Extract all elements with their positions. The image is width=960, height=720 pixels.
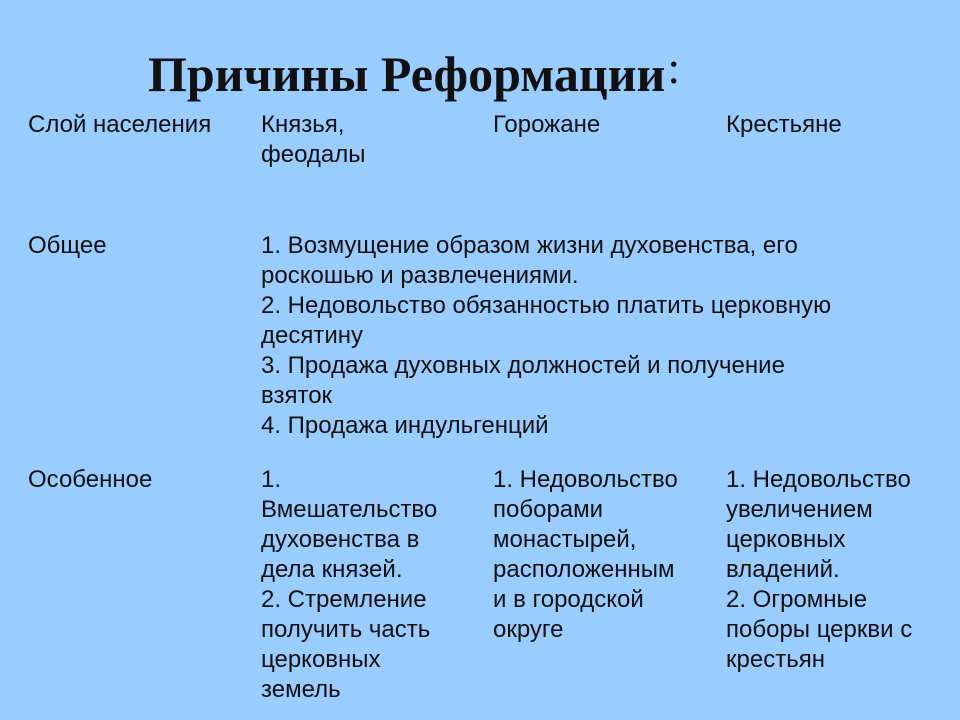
row-label-common: Общее	[28, 232, 107, 259]
special-princes-text: 1. Вмешательство духовенства в дела князей. 2. Стремление получить часть церковных земель	[261, 466, 438, 703]
page-title	[148, 44, 680, 106]
header-population-layer: Слой населения	[28, 111, 212, 138]
special-peasants-text: 1. Недовольство увеличением церковных владений. 2. Огромные поборы церкви с крестьян	[726, 466, 913, 673]
row-label-special: Особенное	[28, 466, 153, 493]
title-colon: :	[667, 42, 681, 93]
special-townspeople-text: 1. Недовольство поборами монастырей, расположенным и в городской округе	[493, 466, 678, 643]
common-causes-text: 1. Возмущение образом жизни духовенства, его роскошью и развлечениями. 2. Недовольство обязанностью платить церковную десятину 3. Продажа духовных должностей и получение взяток 4. Продажа индульгенций	[261, 232, 832, 439]
header-townspeople: Горожане	[493, 111, 601, 138]
title-text: Причины Реформации	[148, 46, 666, 102]
header-peasants: Крестьяне	[726, 111, 842, 138]
header-princes: Князья, феодалы	[261, 111, 366, 168]
